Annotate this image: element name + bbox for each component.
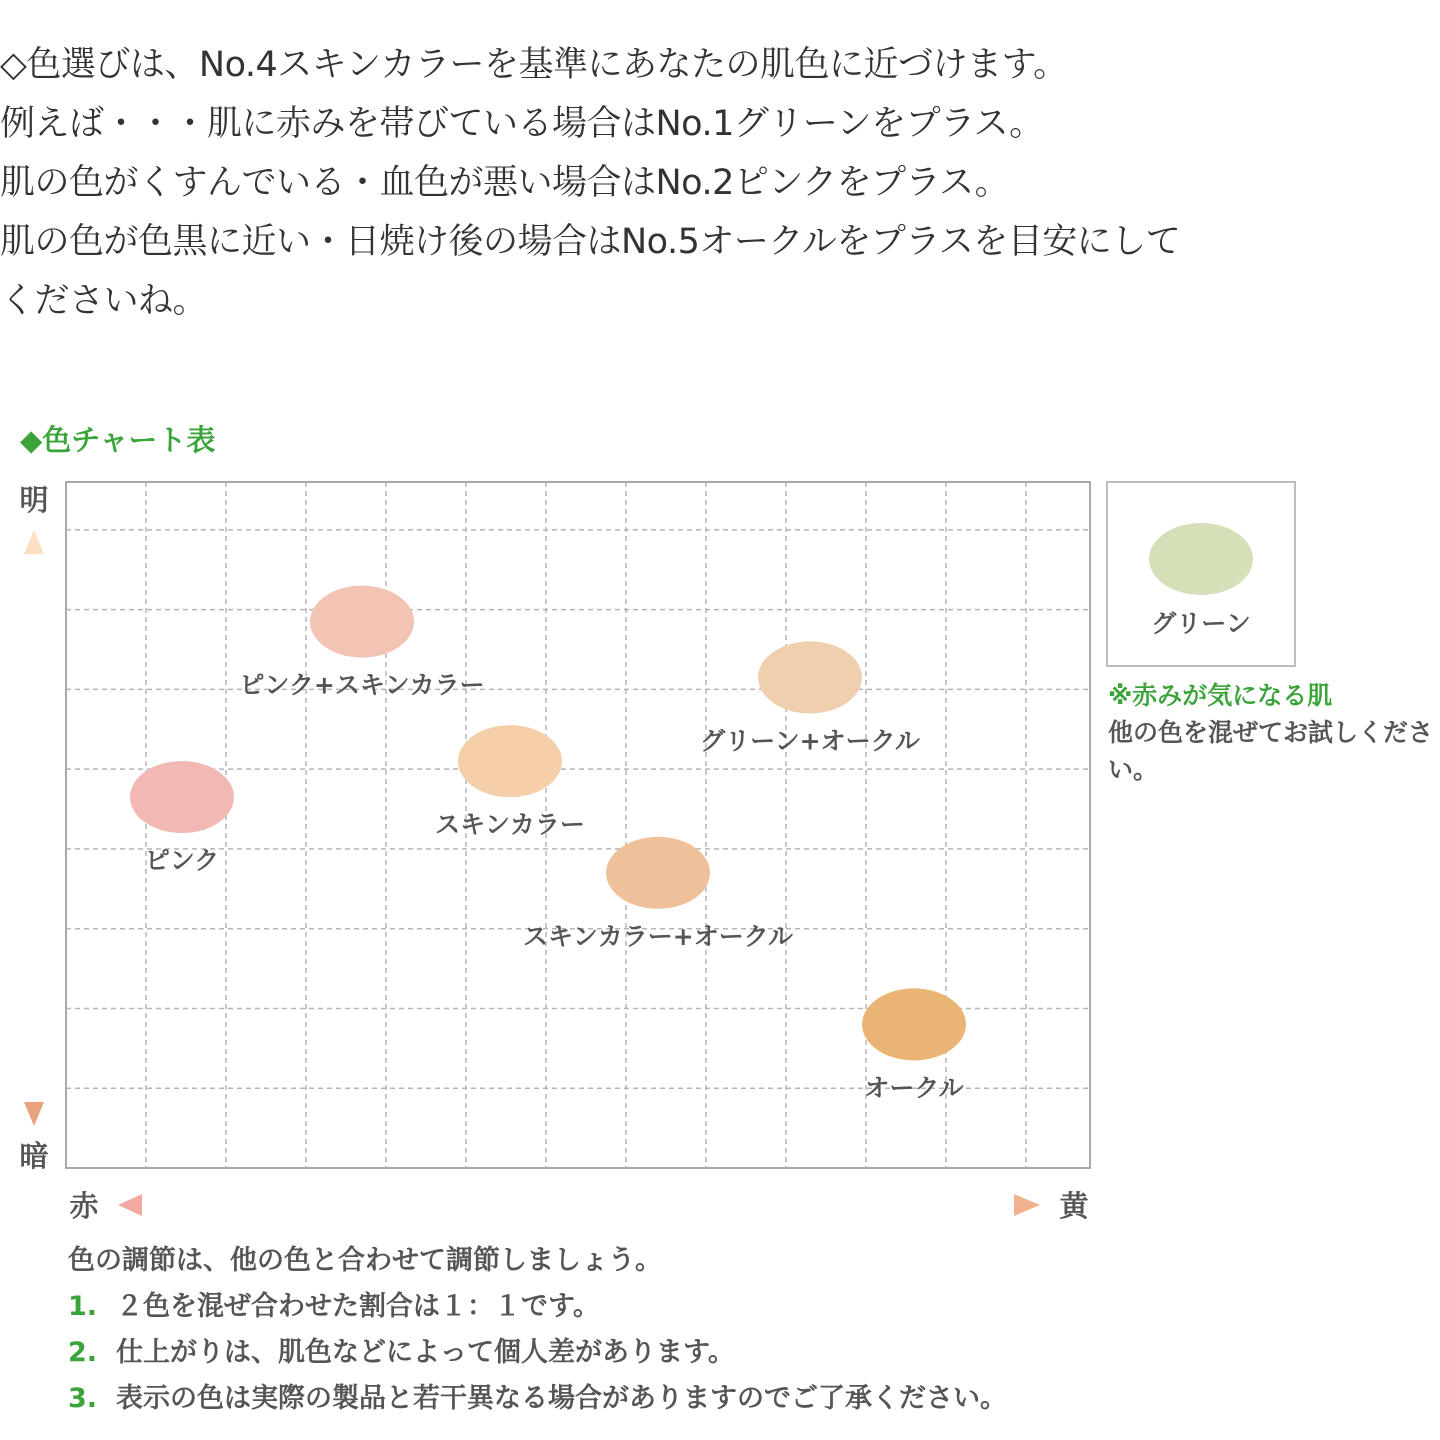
note-text: 表示の色は実際の製品と若干異なる場合がありますのでご了承ください。 [116, 1383, 1007, 1414]
intro-line: ◇色選びは、No.4スキンカラーを基準にあなたの肌色に近づけます。 [0, 45, 1068, 85]
point-label: ピンク+スキンカラー [239, 670, 485, 700]
note-text: 仕上がりは、肌色などによって個人差があります。 [116, 1337, 735, 1368]
notes-lead: 色の調節は、他の色と合わせて調節しましょう。 [68, 1245, 662, 1276]
intro-line: 肌の色がくすんでいる・血色が悪い場合はNo.2ピンクをプラス。 [0, 163, 1010, 203]
color-chart [0, 470, 1440, 1230]
y-axis-low-label: 暗 [19, 1139, 49, 1173]
color-point [758, 641, 862, 713]
notes [68, 1238, 1428, 1422]
y-axis-arrow-head-up [24, 530, 44, 554]
notes-list [68, 1284, 1428, 1422]
color-point [458, 725, 562, 797]
note-item [68, 1330, 1428, 1376]
note-number: 3. [68, 1383, 98, 1414]
color-point [862, 988, 966, 1060]
y-axis-arrow-head-down [24, 1102, 44, 1126]
side-note-body: 他の色を混ぜてお試しください。 [1108, 718, 1434, 784]
point-label: スキンカラー [435, 810, 585, 840]
side-note-accent: ※赤みが気になる肌 [1108, 681, 1333, 710]
note-number: 2. [68, 1337, 98, 1368]
point-label: オークル [864, 1073, 964, 1103]
reference-label: グリーン [1151, 609, 1251, 638]
reference-swatch [1149, 523, 1253, 595]
color-point [130, 761, 234, 833]
y-axis-high-label: 明 [19, 483, 49, 517]
x-axis-low-label: 赤 [69, 1189, 99, 1223]
color-point [310, 586, 414, 658]
intro-line: 例えば・・・肌に赤みを帯びている場合はNo.1グリーンをプラス。 [0, 104, 1044, 144]
note-item [68, 1376, 1428, 1422]
point-label: スキンカラー+オークル [523, 921, 793, 951]
x-axis-high-label: 黄 [1059, 1189, 1089, 1223]
color-point [606, 837, 710, 909]
note-item [68, 1284, 1428, 1330]
note-number: 1. [68, 1291, 98, 1322]
point-label: ピンク [144, 846, 220, 876]
note-text: ２色を混ぜ合わせた割合は１：１です。 [116, 1291, 600, 1322]
x-axis-arrow-head-right [1014, 1194, 1040, 1216]
chart-title: ◆色チャート表 [20, 423, 216, 457]
x-axis-arrow-head-left [118, 1194, 142, 1216]
intro-text [0, 36, 1430, 331]
intro-line: 肌の色が色黒に近い・日焼け後の場合はNo.5オークルをプラスを目安にして [0, 222, 1181, 262]
point-label: グリーン+オークル [700, 726, 920, 756]
intro-line: くださいね。 [0, 281, 208, 321]
side-note [1108, 677, 1438, 788]
